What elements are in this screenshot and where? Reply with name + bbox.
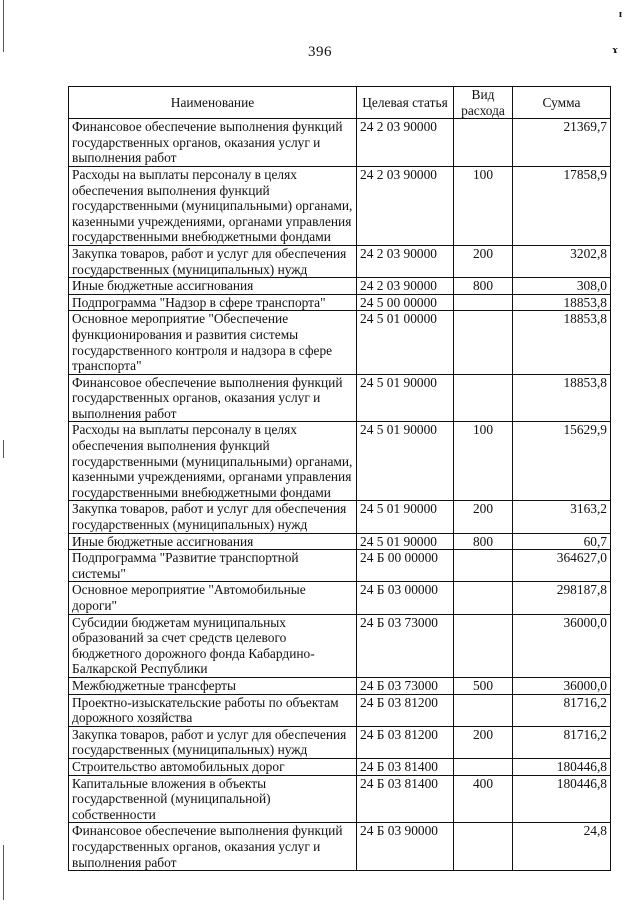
row-code: 24 2 03 90000 [357,166,454,245]
table-row [69,533,611,550]
row-code: 24 Б 03 81200 [357,726,454,758]
row-type: 500 [454,677,513,694]
row-type [454,294,513,311]
row-name: Подпрограмма "Развитие транспортной системы" [69,550,357,582]
row-type: 200 [454,726,513,758]
row-type [454,582,513,614]
row-sum: 3202,8 [513,245,611,277]
table-row [69,245,611,277]
row-code: 24 2 03 90000 [357,278,454,295]
row-sum: 308,0 [513,278,611,295]
scan-edge-mark [3,845,4,900]
header-sum: Сумма [513,87,611,119]
row-type: 100 [454,422,513,501]
row-type: 200 [454,501,513,533]
row-code: 24 Б 03 00000 [357,582,454,614]
row-sum: 298187,8 [513,582,611,614]
row-name: Финансовое обеспечение выполнения функций государственных органов, оказания услуг и выполнения работ [69,374,357,422]
row-sum: 3163,2 [513,501,611,533]
table-row [69,166,611,245]
row-name: Расходы на выплаты персоналу в целях обеспечения выполнения функций государственными (муниципальными) органами, казенными учреждениями, органами управления государственными внебюджетными фондами [69,422,357,501]
row-type [454,550,513,582]
row-code: 24 5 01 90000 [357,422,454,501]
row-sum: 36000,0 [513,614,611,677]
table-row [69,501,611,533]
row-sum: 81716,2 [513,694,611,726]
row-type [454,694,513,726]
table-row [69,758,611,775]
row-type: 100 [454,166,513,245]
row-name: Проектно-изыскательские работы по объектам дорожного хозяйства [69,694,357,726]
row-sum: 18853,8 [513,311,611,374]
row-code: 24 Б 03 73000 [357,677,454,694]
row-code: 24 Б 03 90000 [357,823,454,871]
row-type [454,311,513,374]
row-type [454,614,513,677]
row-name: Подпрограмма "Надзор в сфере транспорта" [69,294,357,311]
row-code: 24 Б 03 81400 [357,758,454,775]
budget-table [68,86,611,871]
row-name: Межбюджетные трансферты [69,677,357,694]
row-name: Финансовое обеспечение выполнения функций государственных органов, оказания услуг и выполнения работ [69,119,357,167]
table-row [69,278,611,295]
row-name: Строительство автомобильных дорог [69,758,357,775]
table-row [69,311,611,374]
table-row [69,775,611,823]
row-sum: 24,8 [513,823,611,871]
row-type: 800 [454,278,513,295]
scan-corner-mark: ɪ [618,8,622,20]
row-name: Закупка товаров, работ и услуг для обеспечения государственных (муниципальных) нужд [69,726,357,758]
row-type: 800 [454,533,513,550]
row-name: Основное мероприятие "Обеспечение функционирования и развития системы государственного контроля и надзора в сфере транспорта" [69,311,357,374]
row-name: Иные бюджетные ассигнования [69,533,357,550]
table-row [69,614,611,677]
scan-edge-mark [3,440,4,458]
row-name: Основное мероприятие "Автомобильные дороги" [69,582,357,614]
row-type [454,374,513,422]
row-sum: 180446,8 [513,775,611,823]
row-sum: 18853,8 [513,374,611,422]
row-type [454,823,513,871]
row-sum: 15629,9 [513,422,611,501]
table-body [69,119,611,871]
row-sum: 17858,9 [513,166,611,245]
row-name: Субсидии бюджетам муниципальных образований за счет средств целевого бюджетного дорожного фонда Кабардино-Балкарской Республики [69,614,357,677]
header-type: Вид расхода [454,87,513,119]
table-row [69,823,611,871]
row-sum: 21369,7 [513,119,611,167]
row-type [454,119,513,167]
row-type: 200 [454,245,513,277]
table-row [69,550,611,582]
row-code: 24 Б 03 73000 [357,614,454,677]
row-name: Иные бюджетные ассигнования [69,278,357,295]
table-row [69,694,611,726]
row-code: 24 5 01 00000 [357,311,454,374]
row-code: 24 Б 03 81400 [357,775,454,823]
table-row [69,119,611,167]
row-code: 24 5 01 90000 [357,533,454,550]
scan-corner-mark: ɤ [612,44,618,56]
table-row [69,294,611,311]
row-code: 24 Б 00 00000 [357,550,454,582]
row-code: 24 Б 03 81200 [357,694,454,726]
row-sum: 364627,0 [513,550,611,582]
row-type [454,758,513,775]
row-code: 24 2 03 90000 [357,119,454,167]
row-sum: 180446,8 [513,758,611,775]
row-name: Финансовое обеспечение выполнения функций государственных органов, оказания услуг и выполнения работ [69,823,357,871]
row-sum: 81716,2 [513,726,611,758]
header-code: Целевая статья [357,87,454,119]
row-name: Закупка товаров, работ и услуг для обеспечения государственных (муниципальных) нужд [69,245,357,277]
table-row [69,374,611,422]
header-name: Наименование [69,87,357,119]
row-sum: 36000,0 [513,677,611,694]
row-name: Расходы на выплаты персоналу в целях обеспечения выполнения функций государственными (муниципальными) органами, казенными учреждениями, органами управления государственными внебюджетными фондами [69,166,357,245]
row-type: 400 [454,775,513,823]
row-code: 24 5 01 90000 [357,374,454,422]
row-code: 24 5 01 90000 [357,501,454,533]
row-sum: 60,7 [513,533,611,550]
table-row [69,726,611,758]
row-code: 24 2 03 90000 [357,245,454,277]
row-sum: 18853,8 [513,294,611,311]
table-row [69,422,611,501]
table-row [69,677,611,694]
page-number: 396 [308,44,332,60]
table-header-row [69,87,611,119]
row-name: Закупка товаров, работ и услуг для обеспечения государственных (муниципальных) нужд [69,501,357,533]
row-code: 24 5 00 00000 [357,294,454,311]
table-row [69,582,611,614]
row-name: Капитальные вложения в объекты государственной (муниципальной) собственности [69,775,357,823]
